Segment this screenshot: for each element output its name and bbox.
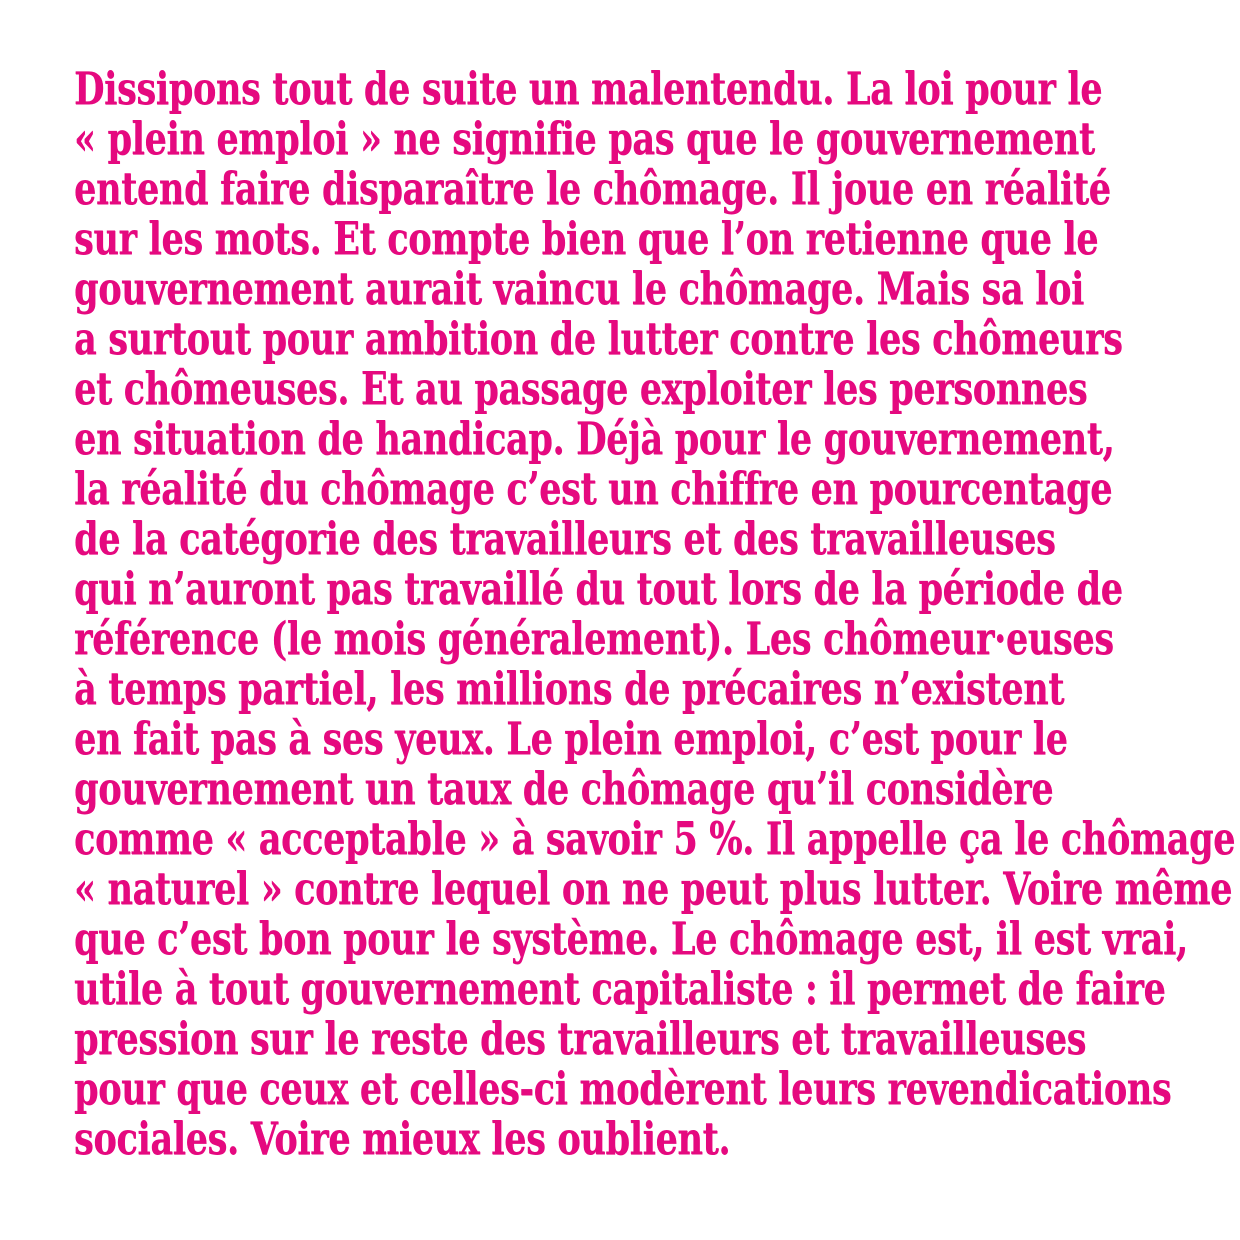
paragraph-line: pression sur le reste des travailleurs et travailleuses	[74, 1012, 1086, 1065]
paragraph-line: et chômeuses. Et au passage exploiter les personnes	[74, 362, 1088, 415]
paragraph-line: que c’est bon pour le système. Le chômage est, il est vrai,	[74, 912, 1188, 965]
paragraph-line: pour que ceux et celles-ci modèrent leurs revendications	[74, 1062, 1172, 1115]
paragraph-line: « plein emploi » ne signifie pas que le gouvernement	[74, 112, 1095, 165]
paragraph-line: gouvernement un taux de chômage qu’il considère	[74, 762, 1054, 815]
paragraph-line: de la catégorie des travailleurs et des travailleuses	[74, 512, 1056, 565]
paragraph-line: en situation de handicap. Déjà pour le gouvernement,	[74, 412, 1115, 465]
paragraph-line: sociales. Voire mieux les oublient.	[74, 1112, 731, 1165]
paragraph-line: la réalité du chômage c’est un chiffre en pourcentage	[74, 462, 1113, 515]
paragraph-line: Dissipons tout de suite un malentendu. La loi pour le	[74, 62, 1103, 115]
paragraph-line: sur les mots. Et compte bien que l’on retienne que le	[74, 212, 1099, 265]
paragraph-line: qui n’auront pas travaillé du tout lors de la période de	[74, 562, 1123, 615]
paragraph-line: gouvernement aurait vaincu le chômage. Mais sa loi	[74, 262, 1084, 315]
paragraph-line: entend faire disparaître le chômage. Il joue en réalité	[74, 162, 1111, 215]
paragraph-line: comme « acceptable » à savoir 5 %. Il appelle ça le chômage	[74, 812, 1236, 865]
paragraph-line: en fait pas à ses yeux. Le plein emploi, c’est pour le	[74, 712, 1068, 765]
paragraph-line: à temps partiel, les millions de précaires n’existent	[74, 662, 1065, 715]
paragraph-line: « naturel » contre lequel on ne peut plus lutter. Voire même	[74, 862, 1232, 915]
text-block	[74, 64, 1240, 1164]
paragraph-line: référence (le mois généralement). Les chômeur·euses	[74, 612, 1114, 665]
paragraph-line: utile à tout gouvernement capitaliste : il permet de faire	[74, 962, 1166, 1015]
paragraph-line: a surtout pour ambition de lutter contre les chômeurs	[74, 312, 1123, 365]
